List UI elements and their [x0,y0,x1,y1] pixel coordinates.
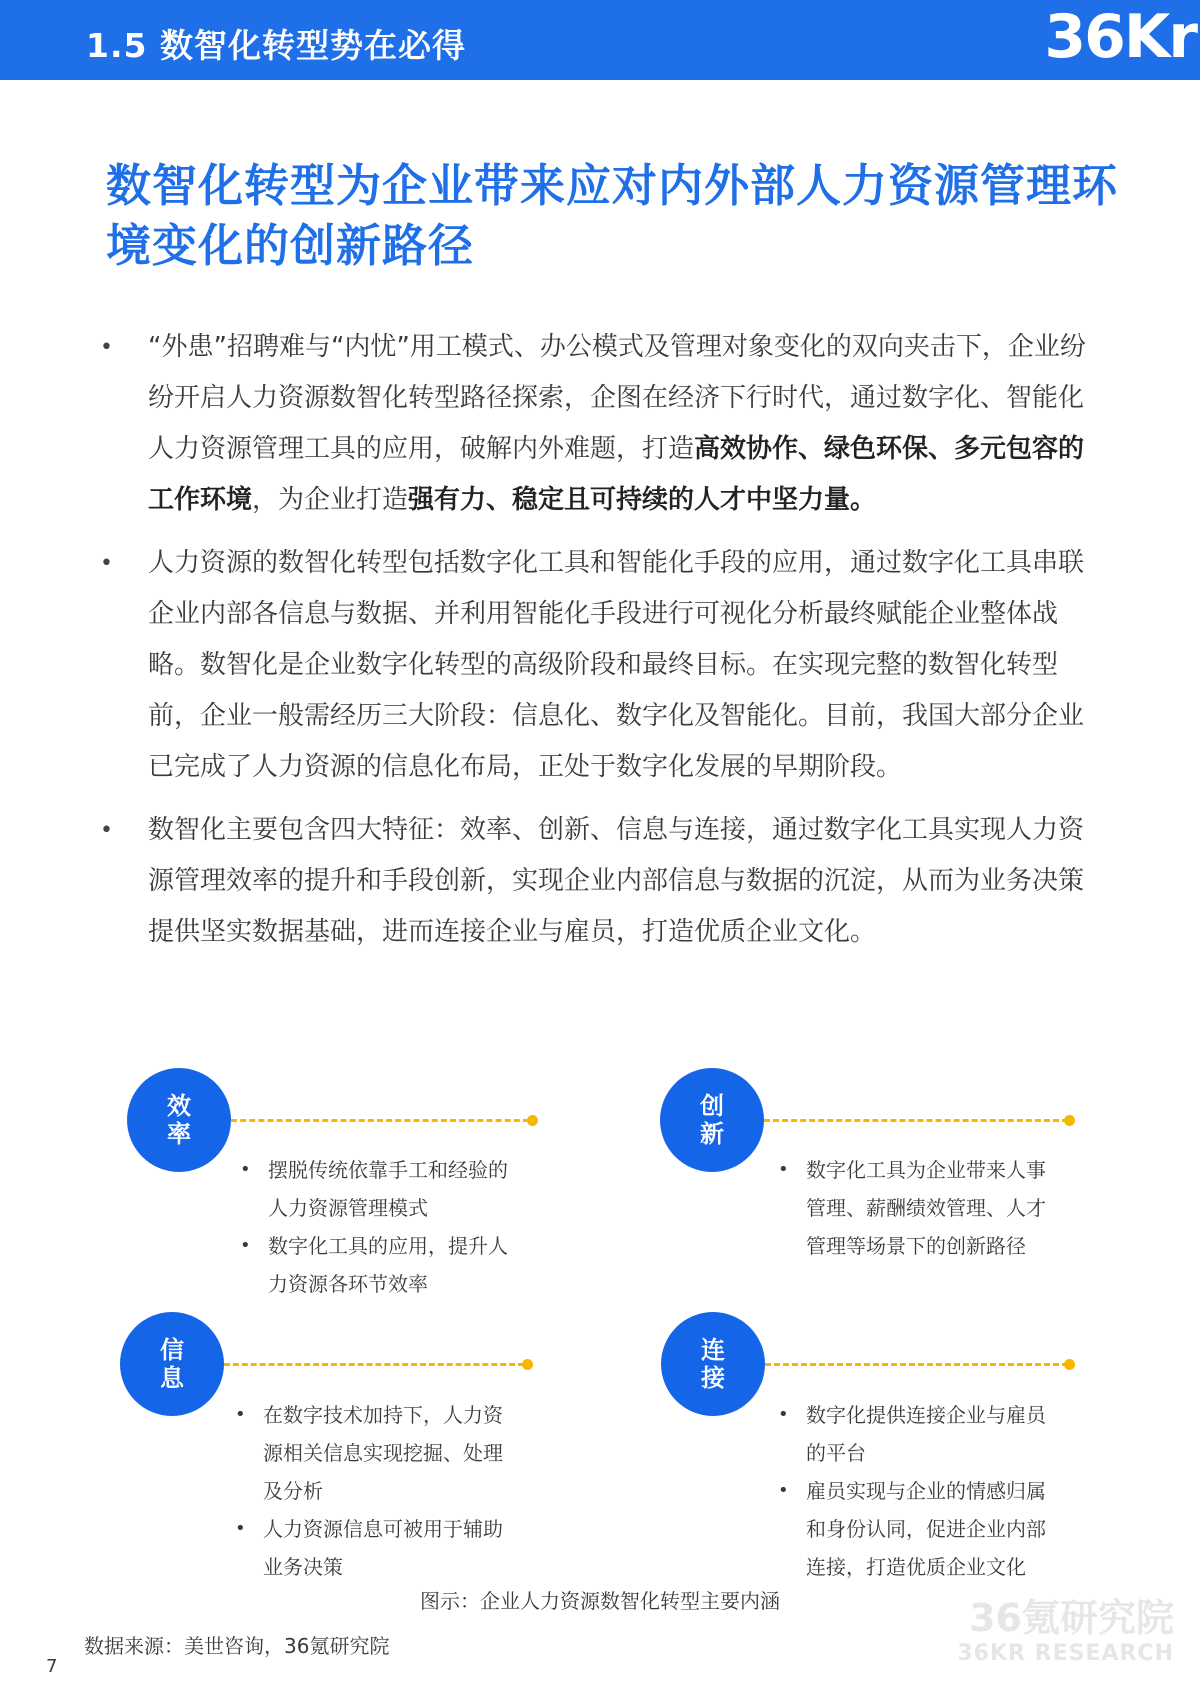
list-item [776,1396,1046,1472]
connector-end-dot [527,1115,538,1126]
list-dot: • [235,1518,246,1539]
bullet-dot: • [100,818,113,843]
bullet-item [100,322,1100,526]
watermark-line: 36氪研究院 [969,1596,1174,1640]
feature-list-connection [776,1396,1046,1586]
list-item [233,1396,503,1510]
feature-list-efficiency [238,1151,508,1303]
list-item-text: 人力资源信息可被用于辅助业务决策 [263,1517,503,1579]
bullet-bold-text: 强有力、稳定且可持续的人才中坚力量。 [408,485,877,515]
watermark-line: 36KR RESEARCH [957,1641,1174,1666]
feature-list-innovation [776,1151,1046,1265]
feature-label-char: 息 [160,1364,184,1392]
list-item-text: 在数字技术加持下，人力资源相关信息实现挖掘、处理及分析 [263,1403,503,1503]
list-item [238,1227,508,1303]
dashed-connector [765,1363,1068,1366]
section-title: 1.5 数智化转型势在必得 [86,26,466,65]
feature-circle-innovation [660,1068,764,1172]
list-item-text: 数字化提供连接企业与雇员的平台 [806,1403,1046,1465]
feature-label-char: 创 [700,1092,724,1120]
list-dot: • [778,1159,789,1180]
list-item-text: 雇员实现与企业的情感归属和身份认同，促进企业内部连接，打造优质企业文化 [806,1479,1046,1579]
list-item-text: 摆脱传统依靠手工和经验的人力资源管理模式 [268,1158,508,1220]
data-source: 数据来源：美世咨询，36氪研究院 [84,1634,390,1658]
bullet-list [100,322,1100,970]
dashed-connector [224,1363,524,1366]
feature-circle-information [120,1312,224,1416]
bullet-text: 数智化主要包含四大特征：效率、创新、信息与连接，通过数字化工具实现人力资源管理效率的提升和手段创新，实现企业内部信息与数据的沉淀，从而为业务决策提供坚实数据基础，进而连接企业与雇员，打造优质企业文化。 [148,815,1085,947]
bullet-item [100,538,1100,793]
connector-end-dot [1064,1359,1075,1370]
bullet-bold-text: 高效协作、绿色环保、多元包容的工作环境 [148,434,1085,515]
bullet-text: 人力资源的数智化转型包括数字化工具和智能化手段的应用，通过数字化工具串联企业内部各信息与数据、并利用智能化手段进行可视化分析最终赋能企业整体战略。数智化是企业数字化转型的高级阶段和最终目标。在实现完整的数智化转型前，企业一般需经历三大阶段：信息化、数字化及智能化。目前，我国大部分企业已完成了人力资源的信息化布局，正处于数字化发展的早期阶段。 [148,548,1085,782]
bullet-item [100,805,1100,958]
page-title: 数智化转型为企业带来应对内外部人力资源管理环境变化的创新路径 [106,159,1119,272]
list-dot: • [240,1159,251,1180]
feature-label-char: 信 [160,1336,184,1364]
list-dot: • [235,1404,246,1425]
bullet-text: “外患”招聘难与“内忧”用工模式、办公模式及管理对象变化的双向夹击下，企业纷纷开启人力资源数智化转型路径探索，企图在经济下行时代，通过数字化、智能化人力资源管理工具的应用，破解内外难题，打造 [148,332,1086,464]
watermark [957,1596,1174,1668]
bullet-dot: • [100,551,113,576]
page-number: 7 [46,1656,58,1677]
bullet-text: ，为企业打造 [252,485,409,515]
brand-logo: 36Kr [1040,0,1200,80]
connector-end-dot [522,1359,533,1370]
feature-label-char: 连 [701,1336,725,1364]
list-item [233,1510,503,1586]
feature-circle-connection [661,1312,765,1416]
feature-circle-efficiency [127,1068,231,1172]
bullet-dot: • [100,335,113,360]
feature-label-char: 效 [167,1092,191,1120]
list-item [238,1151,508,1227]
header-bar [0,0,1200,80]
feature-label-char: 接 [701,1364,725,1392]
list-item [776,1472,1046,1586]
list-dot: • [778,1404,789,1425]
feature-list-information [233,1396,503,1586]
dashed-connector [231,1119,529,1122]
list-item-text: 数字化工具的应用，提升人力资源各环节效率 [268,1234,508,1296]
figure-caption: 图示：企业人力资源数智化转型主要内涵 [420,1589,780,1613]
list-dot: • [240,1235,251,1256]
list-item-text: 数字化工具为企业带来人事管理、薪酬绩效管理、人才管理等场景下的创新路径 [806,1158,1046,1258]
list-dot: • [778,1480,789,1501]
connector-end-dot [1064,1115,1075,1126]
feature-label-char: 新 [700,1120,724,1148]
dashed-connector [764,1119,1068,1122]
list-item [776,1151,1046,1265]
feature-label-char: 率 [167,1120,191,1148]
